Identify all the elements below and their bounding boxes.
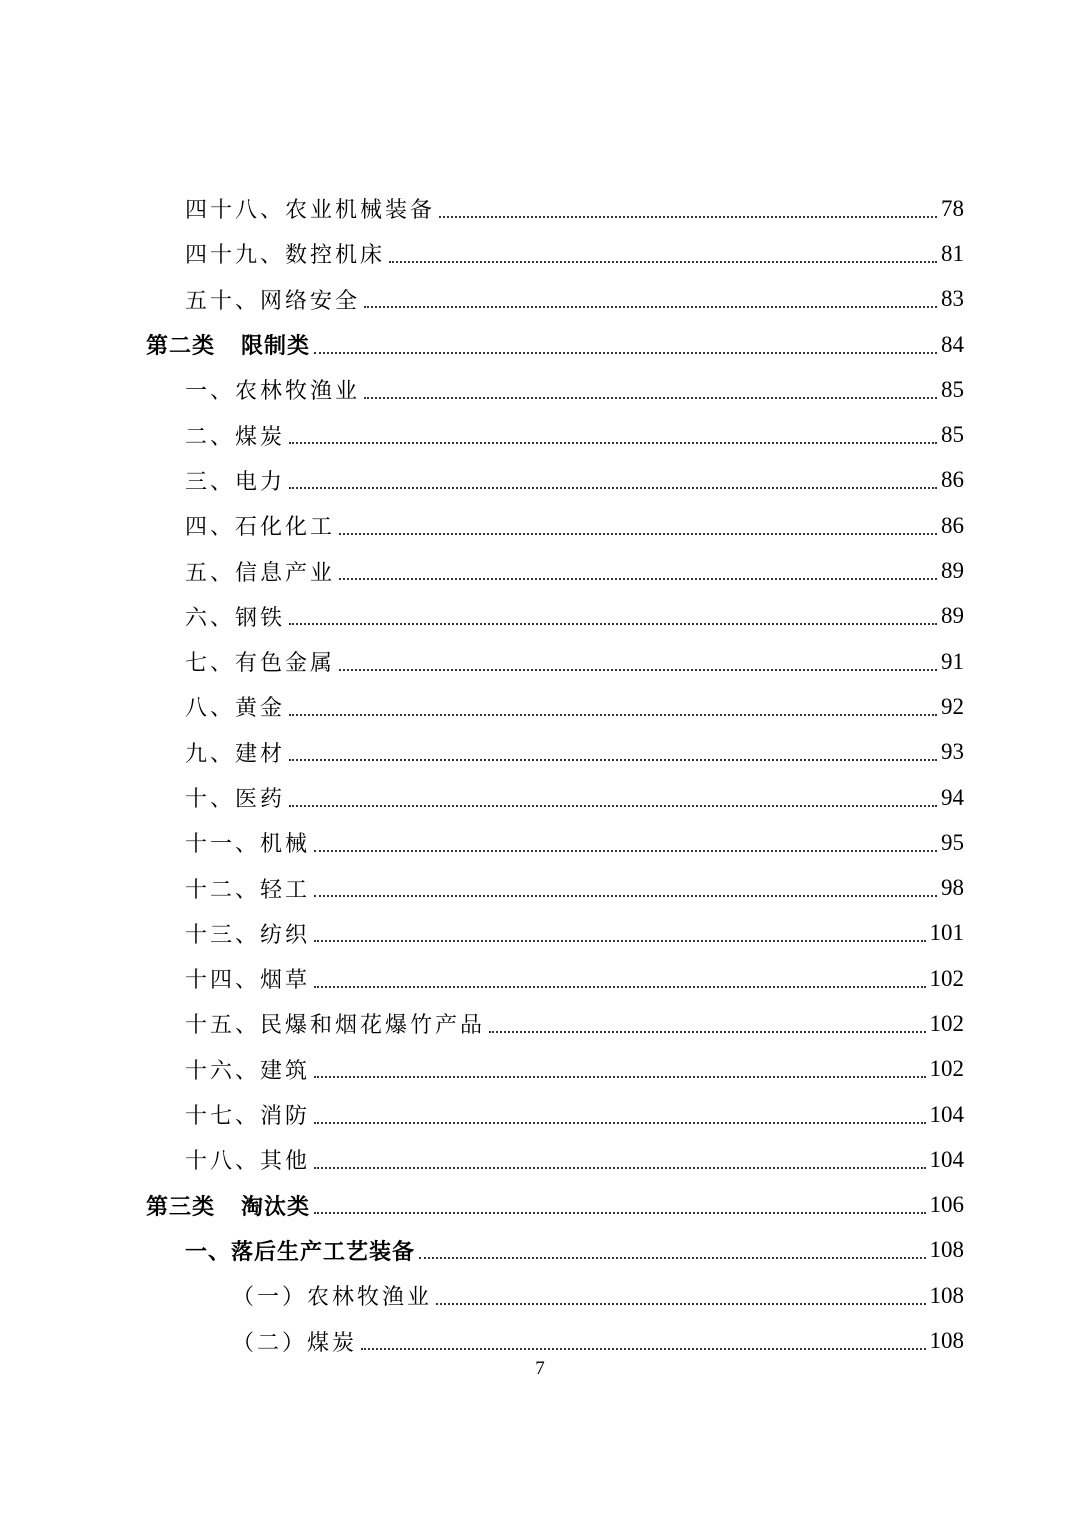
dot-leader [314, 350, 937, 354]
toc-entry-page: 86 [941, 512, 964, 538]
dot-leader [314, 1165, 925, 1169]
toc-entry[interactable] [0, 1318, 1080, 1363]
toc-entry[interactable] [0, 1183, 1080, 1228]
toc-entry-page: 89 [941, 603, 964, 629]
toc-entry-page: 102 [929, 965, 964, 991]
toc-entry-title: 五、信息产业 [185, 560, 336, 586]
toc-entry-page: 101 [929, 920, 964, 946]
toc-entry[interactable] [0, 186, 1080, 231]
dot-leader [439, 214, 937, 218]
toc-entry-page: 78 [941, 195, 964, 221]
toc-entry[interactable] [0, 1001, 1080, 1046]
dot-leader [436, 1301, 925, 1305]
dot-leader [289, 712, 937, 716]
dot-leader [314, 893, 937, 897]
toc-entry[interactable] [0, 1137, 1080, 1182]
toc-entry-title: 四十九、数控机床 [185, 243, 386, 269]
toc-entry-page: 108 [929, 1237, 964, 1263]
toc-entry-page: 94 [941, 784, 964, 810]
toc-entry-title: 五十、网络安全 [185, 288, 361, 314]
toc-entry-title: 十三、纺织 [185, 922, 311, 948]
toc-entry-title: 九、建材 [185, 741, 286, 767]
toc-entry[interactable] [0, 775, 1080, 820]
dot-leader [339, 576, 937, 580]
dot-leader [339, 531, 937, 535]
toc-entry[interactable] [0, 458, 1080, 503]
toc-entry[interactable] [0, 231, 1080, 276]
toc-entry-title: 十一、机械 [185, 832, 311, 858]
toc-entry[interactable] [0, 865, 1080, 910]
toc-entry-page: 102 [929, 1056, 964, 1082]
toc-entry-title: 四、石化化工 [185, 515, 336, 541]
dot-leader [314, 1210, 925, 1214]
toc-entry-title: 三、电力 [185, 469, 286, 495]
dot-leader [314, 1120, 925, 1124]
dot-leader [314, 984, 925, 988]
dot-leader [289, 621, 937, 625]
toc-entry-page: 84 [941, 331, 964, 357]
toc-entry-page: 91 [941, 648, 964, 674]
dot-leader [489, 1029, 925, 1033]
dot-leader [361, 1346, 925, 1350]
toc-entry-title: 十八、其他 [185, 1149, 311, 1175]
table-of-contents [0, 186, 1080, 1364]
dot-leader [389, 259, 937, 263]
toc-entry-page: 95 [941, 829, 964, 855]
toc-entry-page: 104 [929, 1146, 964, 1172]
toc-entry-title: 十七、消防 [185, 1104, 311, 1130]
toc-entry[interactable] [0, 1047, 1080, 1092]
toc-entry[interactable] [0, 639, 1080, 684]
page-number: 7 [535, 1358, 545, 1379]
toc-entry-page: 89 [941, 558, 964, 584]
toc-entry-title: 十、医药 [185, 787, 286, 812]
toc-entry[interactable] [0, 730, 1080, 775]
toc-entry-title [146, 1190, 310, 1221]
toc-entry-page: 85 [941, 422, 964, 448]
dot-leader [339, 667, 937, 671]
dot-leader [314, 938, 925, 942]
toc-entry[interactable] [0, 367, 1080, 412]
toc-entry[interactable] [0, 1228, 1080, 1273]
toc-entry-page: 108 [929, 1282, 964, 1308]
toc-entry-page: 81 [941, 240, 964, 266]
dot-leader [419, 1255, 925, 1259]
dot-leader [364, 395, 937, 399]
toc-entry-page: 85 [941, 376, 964, 402]
toc-entry-title: 十四、烟草 [185, 968, 311, 994]
toc-category-label: 第二类 [146, 333, 216, 360]
toc-entry-title: （二）煤炭 [232, 1330, 358, 1356]
toc-entry-title: 四十八、农业机械装备 [185, 198, 436, 224]
toc-entry-title: 一、落后生产工艺装备 [185, 1238, 416, 1265]
toc-entry-page: 92 [941, 693, 964, 719]
dot-leader [289, 485, 937, 489]
toc-entry[interactable] [0, 412, 1080, 457]
toc-entry-title: 十二、轻工 [185, 877, 311, 903]
toc-entry-page: 93 [941, 739, 964, 765]
toc-entry-page: 86 [941, 467, 964, 493]
dot-leader [289, 440, 937, 444]
toc-entry-page: 98 [941, 875, 964, 901]
toc-entry-title [146, 329, 310, 360]
toc-entry-page: 104 [929, 1101, 964, 1127]
toc-entry-title: 六、钢铁 [185, 605, 286, 631]
toc-entry-title: 十六、建筑 [185, 1058, 311, 1084]
toc-entry[interactable] [0, 820, 1080, 865]
toc-entry[interactable] [0, 956, 1080, 1001]
toc-entry[interactable] [0, 684, 1080, 729]
toc-entry-title: 八、黄金 [185, 696, 286, 722]
toc-entry[interactable] [0, 503, 1080, 548]
toc-category-name: 限制类 [241, 333, 311, 360]
toc-category-label: 第三类 [146, 1193, 216, 1220]
toc-entry[interactable] [0, 548, 1080, 593]
toc-entry[interactable] [0, 277, 1080, 322]
dot-leader [314, 848, 937, 852]
dot-leader [364, 304, 937, 308]
toc-entry[interactable] [0, 1273, 1080, 1318]
toc-entry[interactable] [0, 322, 1080, 367]
dot-leader [289, 757, 937, 761]
toc-entry[interactable] [0, 911, 1080, 956]
dot-leader [289, 803, 937, 807]
toc-entry-title: （一）农林牧渔业 [232, 1285, 433, 1311]
toc-category-name: 淘汰类 [241, 1193, 311, 1220]
toc-entry-page: 106 [929, 1192, 964, 1218]
toc-entry-page: 83 [941, 286, 964, 312]
toc-entry-title: 二、煤炭 [185, 424, 286, 450]
toc-entry-title: 十五、民爆和烟花爆竹产品 [185, 1013, 486, 1039]
toc-entry-page: 108 [929, 1328, 964, 1354]
toc-entry-title: 七、有色金属 [185, 651, 336, 677]
toc-entry[interactable] [0, 594, 1080, 639]
toc-entry[interactable] [0, 1092, 1080, 1137]
dot-leader [314, 1074, 925, 1078]
toc-entry-page: 102 [929, 1010, 964, 1036]
toc-entry-title: 一、农林牧渔业 [185, 379, 361, 405]
